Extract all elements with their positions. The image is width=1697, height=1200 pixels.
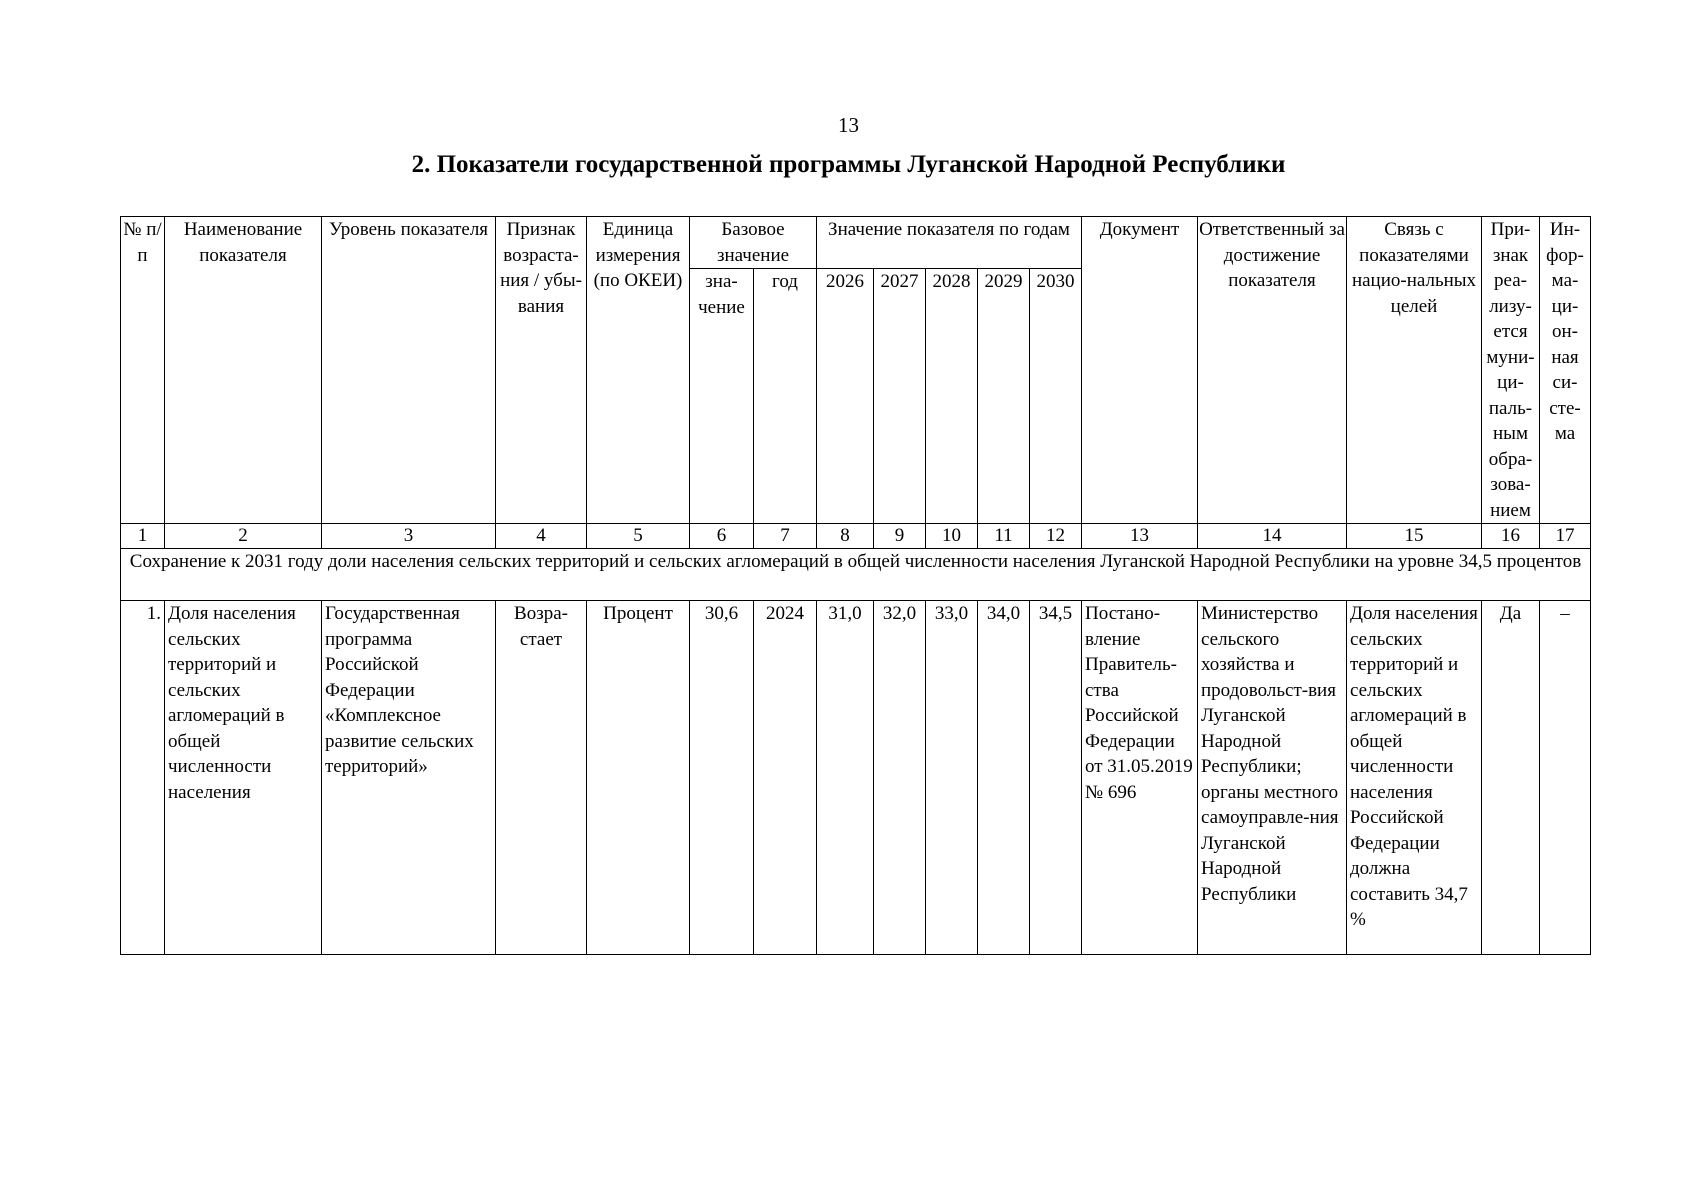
row-value-2030: 34,5 [1030,601,1082,955]
header-base-year: год [754,269,817,524]
header-name: Наименование показателя [165,217,322,524]
column-number: 14 [1198,524,1347,549]
header-year-2029: 2029 [978,269,1030,524]
column-number: 7 [754,524,817,549]
row-document: Постано-вление Правитель-ства Российской Федерации от 31.05.2019 № 696 [1082,601,1198,955]
column-number: 6 [690,524,754,549]
header-year-2028: 2028 [926,269,978,524]
section-title: Сохранение к 2031 году доли населения сельских территорий и сельских агломераций в общей численности населения Луганской Народной Республики на уровне 34,5 процентов [121,549,1591,601]
header-document: Документ [1082,217,1198,524]
header-trend: Признак возраста-ния / убы-вания [496,217,587,524]
row-unit: Процент [587,601,690,955]
column-number: 5 [587,524,690,549]
header-year-2027: 2027 [874,269,926,524]
row-name: Доля населения сельских территорий и сельских агломераций в общей численности населения [165,601,322,955]
header-link: Связь с показателями нацио-нальных целей [1347,217,1482,524]
page-title: 2. Показатели государственной программы Луганской Народной Республики [411,151,1286,178]
column-number: 16 [1482,524,1540,549]
row-value-2029: 34,0 [978,601,1030,955]
header-year-2030: 2030 [1030,269,1082,524]
column-number: 2 [165,524,322,549]
column-number: 8 [817,524,874,549]
row-value-2026: 31,0 [817,601,874,955]
row-num: 1. [121,601,165,955]
row-base-year: 2024 [754,601,817,955]
column-number: 11 [978,524,1030,549]
header-municipal: При-знак реа-лизу-ется муни-ци-паль-ным обра-зова-нием [1482,217,1540,524]
column-number: 1 [121,524,165,549]
header-infosystem: Ин-фор-ма-ци-он-ная си-сте-ма [1540,217,1591,524]
header-row-1 [121,217,1591,269]
indicators-table [120,216,1591,955]
column-number: 3 [322,524,496,549]
row-infosystem: – [1540,601,1591,955]
column-number: 9 [874,524,926,549]
row-value-2027: 32,0 [874,601,926,955]
section-row [121,549,1591,601]
column-number-row [121,524,1591,549]
row-trend: Возра-стает [496,601,587,955]
table-row [121,601,1591,955]
column-number: 13 [1082,524,1198,549]
header-base-value: зна-чение [690,269,754,524]
header-unit: Единица измерения (по ОКЕИ) [587,217,690,524]
row-base-value: 30,6 [690,601,754,955]
header-base: Базовое значение [690,217,817,269]
column-number: 4 [496,524,587,549]
row-responsible: Министерство сельского хозяйства и продовольст-вия Луганской Народной Республики; органы местного самоуправле-ния Луганской Народной Республики [1198,601,1347,955]
row-value-2028: 33,0 [926,601,978,955]
header-responsible: Ответственный за достижение показателя [1198,217,1347,524]
header-num: № п/п [121,217,165,524]
row-municipal: Да [1482,601,1540,955]
column-number: 12 [1030,524,1082,549]
header-year-2026: 2026 [817,269,874,524]
row-level: Государственная программа Российской Федерации «Комплексное развитие сельских территорий» [322,601,496,955]
header-level: Уровень показателя [322,217,496,524]
column-number: 15 [1347,524,1482,549]
page-number: 13 [838,113,859,137]
row-link: Доля населения сельских территорий и сельских агломераций в общей численности населения Российской Федерации должна составить 34,7 % [1347,601,1482,955]
header-by-years: Значение показателя по годам [817,217,1082,269]
column-number: 17 [1540,524,1591,549]
column-number: 10 [926,524,978,549]
